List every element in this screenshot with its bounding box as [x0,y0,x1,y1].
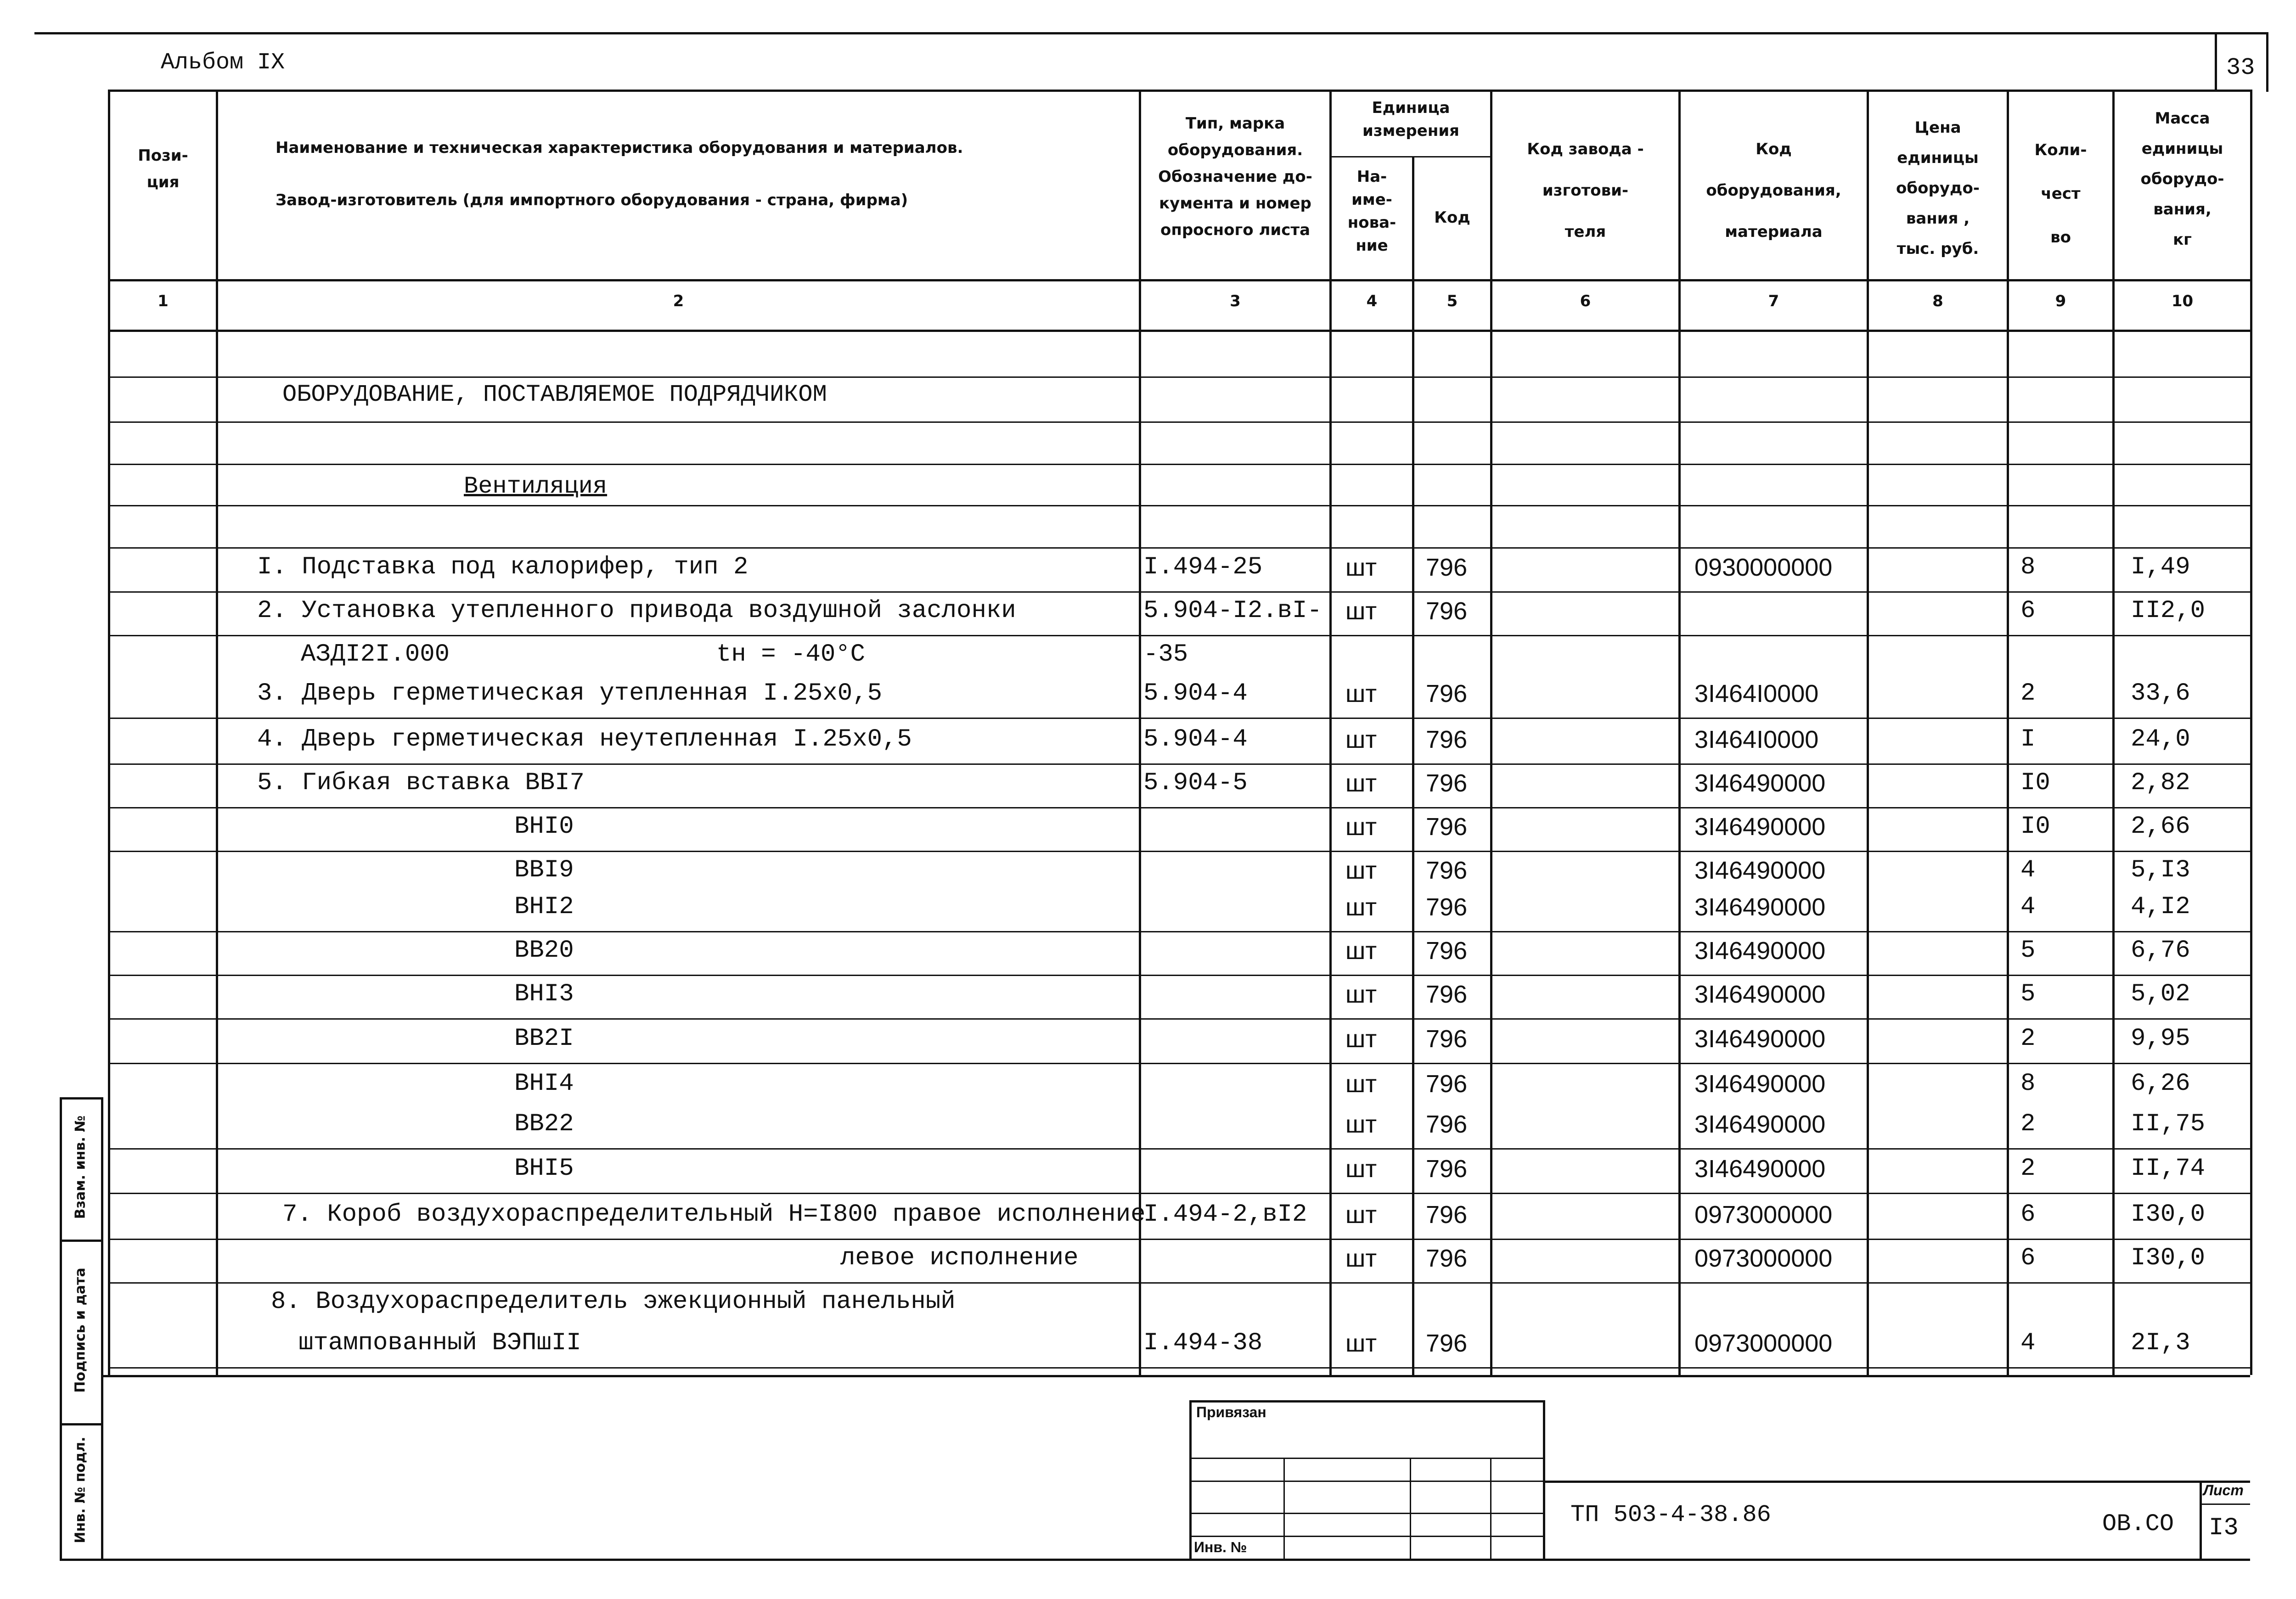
item-unit-code: 796 [1426,1330,1468,1357]
item-mass: 5,02 [2131,980,2190,1008]
item-type: 5.904-5 [1143,769,1248,797]
item-unit-code: 796 [1426,1025,1468,1053]
item-name: I. Подставка под калорифер, тип 2 [257,553,748,581]
column-number: 5 [1446,292,1458,310]
item-unit-code: 796 [1426,937,1468,965]
item-unit: шт [1345,1111,1377,1138]
document-code: ТП 503-4-38.86 [1570,1501,1771,1528]
item-unit: шт [1345,981,1377,1008]
item-unit: шт [1345,937,1377,965]
item-mass: 4,I2 [2131,893,2190,921]
column-header-price: Цена единицы оборудо- вания , тыс. руб. [1896,118,1980,258]
item-mass: I30,0 [2131,1201,2206,1229]
item-mass: II2,0 [2131,597,2206,625]
item-unit-code: 796 [1426,769,1468,797]
item-quantity: 2 [2020,679,2036,707]
item-type: I.494-2,вI2 [1143,1201,1307,1229]
column-number: 8 [1932,292,1943,310]
item-mass: 33,6 [2131,679,2190,707]
item-unit: шт [1345,813,1377,841]
item-unit: шт [1345,857,1377,884]
item-equipment-code: 3I46490000 [1694,769,1826,797]
item-unit-code: 796 [1426,726,1468,753]
item-type: 5.904-I2.вI- [1143,597,1322,625]
column-header-name: Наименование и техническая характеристика оборудования и материалов. Завод-изготовитель (для импортного оборудования - страна, фирма) [276,139,963,209]
item-equipment-code: 3I46490000 [1694,813,1826,841]
item-unit: шт [1345,1201,1377,1229]
item-name: ВВ22 [514,1110,574,1138]
item-quantity: 4 [2020,893,2036,921]
item-type: I.494-38 [1143,1329,1263,1357]
item-unit: шт [1345,769,1377,797]
item-mass: II,75 [2131,1110,2206,1138]
item-quantity: 2 [2020,1025,2036,1053]
item-unit-code: 796 [1426,1155,1468,1183]
item-quantity: 6 [2020,597,2036,625]
column-header-type: Тип, марка оборудования. Обозначение до- кумента и номер опросного листа [1158,114,1312,239]
item-quantity: I0 [2020,813,2050,841]
item-quantity: 2 [2020,1110,2036,1138]
item-type: 5.904-4 [1143,679,1248,707]
item-quantity: 8 [2020,1070,2036,1098]
column-number: 1 [158,292,169,310]
album-label: Альбом IX [161,50,285,76]
item-mass: 2I,3 [2131,1329,2190,1357]
item-quantity: 2 [2020,1155,2036,1183]
item-name: АЗДI2I.000 [301,640,450,668]
item-equipment-code: 3I46490000 [1694,857,1826,884]
item-mass: 2,82 [2131,769,2190,797]
item-quantity: 6 [2020,1201,2036,1229]
section-title: ОБОРУДОВАНИЕ, ПОСТАВЛЯЕМОЕ ПОДРЯДЧИКОМ [282,381,827,408]
item-equipment-code: 0930000000 [1694,554,1833,581]
item-unit: шт [1345,597,1377,625]
item-quantity: I0 [2020,769,2050,797]
item-type: -35 [1143,640,1188,668]
item-quantity: 5 [2020,980,2036,1008]
item-equipment-code: 3I46490000 [1694,1025,1826,1053]
column-number: 6 [1580,292,1591,310]
item-unit-code: 796 [1426,597,1468,625]
item-unit-code: 796 [1426,680,1468,707]
item-quantity: 4 [2020,1329,2036,1357]
column-header-unit-code: Код [1434,208,1470,227]
item-name: ВВ20 [514,937,574,965]
item-name: ВНI4 [514,1070,574,1098]
column-header-unit-name: На- име- нова- ние [1347,168,1396,255]
item-name: ВНI0 [514,813,574,841]
item-mass: 2,66 [2131,813,2190,841]
item-mass: 6,76 [2131,937,2190,965]
column-header-factory-code: Код завода - изготови- теля [1527,140,1644,241]
item-unit: шт [1345,680,1377,707]
item-name: ВНI5 [514,1155,574,1183]
item-name: левое исполнение [840,1244,1079,1272]
item-type: I.494-25 [1143,553,1263,581]
column-number: 7 [1768,292,1779,310]
stamp-original-inv: Инв. № подл. [72,1436,89,1543]
item-name: ВВ2I [514,1025,574,1053]
column-number: 4 [1366,292,1378,310]
column-number: 9 [2055,292,2066,310]
item-name: ВНI3 [514,980,574,1008]
item-unit-code: 796 [1426,554,1468,581]
item-unit: шт [1345,726,1377,753]
page-number: 33 [2226,54,2255,81]
column-header-quantity: Коли- чест во [2034,141,2087,247]
item-unit-code: 796 [1426,1070,1468,1098]
item-unit-code: 796 [1426,1111,1468,1138]
item-name: 5. Гибкая вставка ВВI7 [257,769,585,797]
sheet-label: Лист [2203,1482,2244,1498]
item-equipment-code: 0973000000 [1694,1245,1833,1272]
item-mass: II,74 [2131,1155,2206,1183]
item-unit-code: 796 [1426,857,1468,884]
item-quantity: 8 [2020,553,2036,581]
item-equipment-code: 3I46490000 [1694,981,1826,1008]
item-unit: шт [1345,1245,1377,1272]
item-quantity: 5 [2020,937,2036,965]
item-unit: шт [1345,1155,1377,1183]
item-quantity: 6 [2020,1244,2036,1272]
item-unit-code: 796 [1426,1245,1468,1272]
column-header-mass: Масса единицы оборудо- вания, кг [2140,109,2224,249]
item-unit: шт [1345,1330,1377,1357]
stamp-replacement-inv: Взам. инв. № [72,1115,89,1219]
item-equipment-code: 3I46490000 [1694,937,1826,965]
inv-number-label: Инв. № [1194,1539,1247,1555]
item-name: 7. Короб воздухораспределительный Н=I800 правое исполнение [282,1201,1146,1229]
item-mass: 6,26 [2131,1070,2190,1098]
item-equipment-code: 3I464I0000 [1694,680,1819,707]
item-equipment-code: 3I46490000 [1694,893,1826,921]
item-name: ВВI9 [514,856,574,884]
item-unit: шт [1345,893,1377,921]
item-unit-code: 796 [1426,1201,1468,1229]
item-equipment-code: 3I46490000 [1694,1155,1826,1183]
column-header-unit-group: Единица измерения [1362,99,1459,140]
item-unit: шт [1345,1025,1377,1053]
item-unit: шт [1345,1070,1377,1098]
item-type: 5.904-4 [1143,725,1248,753]
item-mass: I,49 [2131,553,2190,581]
item-name: штампованный ВЭПшII [298,1329,581,1357]
item-unit-code: 796 [1426,893,1468,921]
item-quantity: 4 [2020,856,2036,884]
item-name: ВНI2 [514,893,574,921]
item-mass: 5,I3 [2131,856,2190,884]
item-unit-code: 796 [1426,813,1468,841]
set-code: ОВ.СО [2102,1510,2174,1537]
column-header-position: Пози- ция [138,146,188,191]
stamp-signature-date: Подпись и дата [72,1268,89,1393]
column-number: 10 [2171,292,2194,310]
item-name: 4. Дверь герметическая неутепленная I.25х0,5 [257,725,912,753]
item-mass: 24,0 [2131,725,2190,753]
column-number: 3 [1230,292,1241,310]
item-name: 3. Дверь герметическая утепленная I.25х0,5 [257,679,883,707]
item-name: 8. Воздухораспределитель эжекционный панельный [271,1288,956,1316]
item-name: 2. Установка утепленного привода воздушной заслонки [257,597,1016,625]
sheet-number: I3 [2209,1514,2239,1542]
item-equipment-code: 0973000000 [1694,1201,1833,1229]
item-equipment-code: 3I464I0000 [1694,726,1819,753]
item-unit-code: 796 [1426,981,1468,1008]
item-unit: шт [1345,554,1377,581]
item-quantity: I [2020,725,2036,753]
column-number: 2 [673,292,684,310]
item-equipment-code: 3I46490000 [1694,1070,1826,1098]
item-equipment-code: 0973000000 [1694,1330,1833,1357]
column-header-equipment-code: Код оборудования, материала [1706,140,1841,241]
item-mass: 9,95 [2131,1025,2190,1053]
subsection-title: Вентиляция [464,473,608,500]
bound-label: Привязан [1196,1404,1266,1420]
item-mass: I30,0 [2131,1244,2206,1272]
item-equipment-code: 3I46490000 [1694,1111,1826,1138]
item-temperature: tн = -40°C [716,640,866,668]
